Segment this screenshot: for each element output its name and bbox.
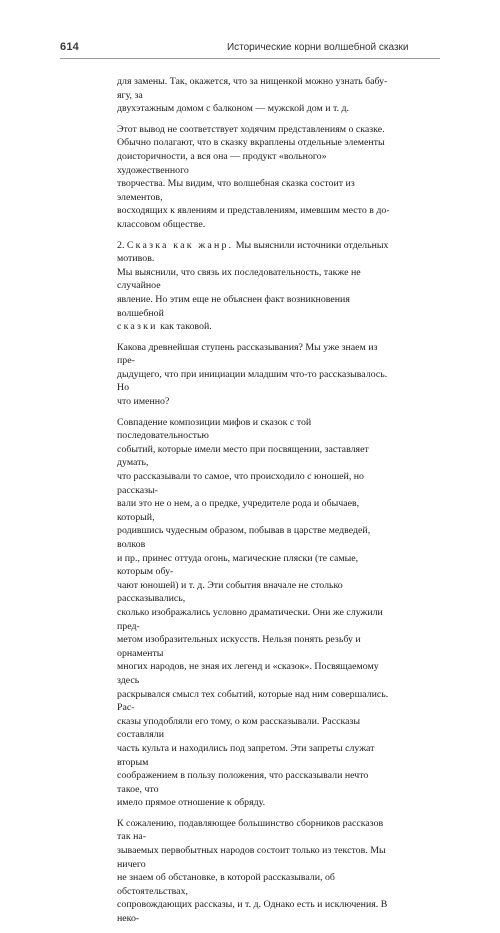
section-heading: Сказка как жанр.: [126, 239, 234, 251]
page-number: 614: [60, 41, 79, 53]
spaced-word: сказки: [117, 321, 158, 333]
paragraph-2: Этот вывод не соответствует ходячим представлениям о сказке. Обычно полагают, что в сказку вкраплены отдельные элементы доисторичности, а вся она — продукт «вольного» художественного творчества. Мы видим, что волшебная сказка состоит из элементов, восходящих к явлениям и представлениям, имевшим место в до- классовом обществе.: [117, 123, 390, 230]
paragraph-4: Совпадение композиции мифов и сказок с той последовательностью событий, которые имели место при посвящении, заставляет думать, что рассказывали то самое, что происходило с юношей, но рассказы- вали это не о нем, а о предке, учредителе рода и обычаев, который, родившись чудесным образом, побывав в царстве медведей, волков и пр., принес оттуда огонь, магические пляски (те самые, которым обу- чают юношей) и т. д. Эти события вначале не столько рассказывались, сколько изображались условно драматически. Они же служили пред- метом изобразительных искусств. Нельзя понять резьбу и орнаменты многих народов, не зная их легенд и «сказок». Посвящаемому здесь раскрывался смысл тех событий, которые над ним совершались. Рас- сказы уподобляли его тому, о ком рассказывали. Рассказы составляли часть культа и находились под запретом. Эти запреты служат вторым соображением в пользу положения, что рассказывали нечто такое, что имело прямое отношение к обряду.: [117, 416, 389, 809]
section-number: 2.: [117, 239, 125, 251]
running-title: Исторические корни волшебной сказки: [226, 42, 409, 53]
section-2-paragraph: 2. Сказка как жанр. Мы выяснили источники отдельных мотивов. Мы выяснили, что связь их последовательность, также не случайное явление. Но этим еще не объяснен факт возникновения волшебной сказки как таковой.: [117, 239, 389, 333]
paragraph-5: К сожалению, подавляющее большинство сборников рассказов так на- зываемых первобытных народов состоит только из текстов. Мы ничего не знаем об обстановке, в которой рассказывали, об обстоятельствах, сопровождающих рассказы, и т. д. Однако есть и исключения. В неко-: [117, 817, 388, 925]
paragraph-3: Какова древнейшая ступень рассказывания? Мы уже знаем из пре- дыдущего, что при инициации младшим что-то рассказывалось. Но что именно?: [117, 341, 388, 408]
header-rule: [60, 58, 440, 59]
page-header: [60, 41, 440, 53]
paragraph-1: для замены. Так, окажется, что за нищенкой можно узнать бабу-ягу, за двухэтажным домом с балконом — мужской дом и т. д.: [117, 76, 388, 115]
body-text: [117, 75, 393, 933]
